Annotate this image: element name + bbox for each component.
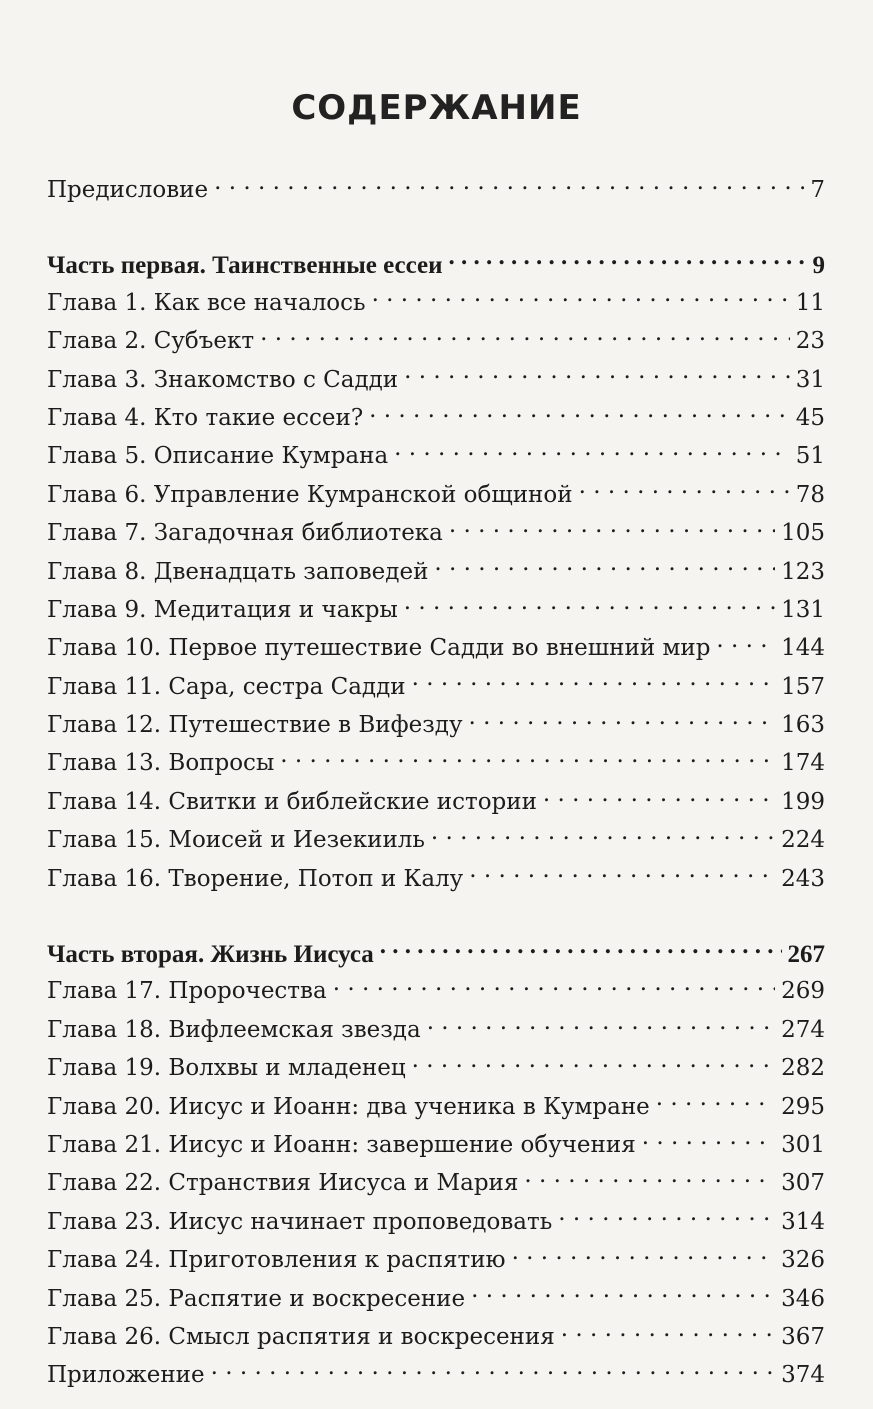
part-title: Часть вторая. Жизнь Иисуса: [47, 941, 374, 969]
entry-title: Глава 15. Моисей и Иезекииль: [47, 827, 425, 854]
toc-entry-row: [47, 1283, 825, 1321]
toc-entry-row: [47, 325, 825, 363]
page-number: 307: [781, 1170, 825, 1197]
page-number: 267: [787, 941, 825, 969]
toc-entry-row: [47, 1359, 825, 1397]
entry-title: Глава 9. Медитация и чакры: [47, 596, 398, 623]
page-number: 269: [781, 978, 825, 1005]
toc-entry-row: [47, 1206, 825, 1244]
entry-title: Глава 21. Иисус и Иоанн: завершение обучения: [47, 1131, 636, 1158]
toc-entry-row: [47, 1244, 825, 1282]
dot-leader: [468, 709, 775, 732]
dot-leader: [260, 325, 790, 348]
dot-leader: [404, 364, 790, 387]
dot-leader: [469, 863, 775, 886]
entry-title: Глава 12. Путешествие в Вифезду: [47, 712, 463, 739]
section-gap: [47, 212, 825, 248]
toc-entry-row: [47, 1052, 825, 1090]
entry-title: Глава 23. Иисус начинает проповедовать: [47, 1208, 553, 1235]
page-number: 144: [781, 635, 825, 662]
page-number: 326: [781, 1247, 825, 1274]
entry-title: Глава 4. Кто такие ессеи?: [47, 404, 364, 431]
toc-entry-row: [47, 517, 825, 555]
dot-leader: [431, 824, 775, 847]
page-number: 301: [781, 1131, 825, 1158]
dot-leader: [579, 479, 790, 502]
toc-entry-row: [47, 402, 825, 440]
toc-entry-row: [47, 1091, 825, 1129]
part-title: Часть первая. Таинственные ессеи: [47, 252, 443, 280]
entry-title: Глава 10. Первое путешествие Садди во внешний мир: [47, 635, 711, 662]
toc-entry-row: [47, 975, 825, 1013]
page-number: 314: [781, 1208, 825, 1235]
dot-leader: [561, 1321, 775, 1344]
page-number: 23: [795, 328, 825, 355]
entry-title: Глава 25. Распятие и воскресение: [47, 1285, 466, 1312]
section-gap: [47, 901, 825, 937]
toc-entry-row: [47, 1014, 825, 1052]
page-number: 11: [795, 289, 825, 316]
toc-entry-row: [47, 824, 825, 862]
dot-leader: [211, 1359, 775, 1382]
entry-title: Глава 6. Управление Кумранской общиной: [47, 481, 573, 508]
toc-entry-row: [47, 594, 825, 632]
toc-part-row: [47, 937, 825, 975]
page-number: 78: [795, 481, 825, 508]
dot-leader: [412, 671, 776, 694]
entry-title: Глава 16. Творение, Потоп и Калу: [47, 865, 464, 892]
entry-title: Глава 22. Странствия Иисуса и Мария: [47, 1170, 519, 1197]
dot-leader: [380, 937, 782, 962]
dot-leader: [427, 1014, 775, 1037]
page-number: 224: [781, 827, 825, 854]
page-number: 367: [781, 1323, 825, 1350]
dot-leader: [449, 517, 775, 540]
entry-title: Глава 7. Загадочная библиотека: [47, 520, 443, 547]
page-number: 123: [781, 558, 825, 585]
page-number: 31: [795, 366, 825, 393]
page-number: 51: [795, 443, 825, 470]
entry-title: Глава 2. Субъект: [47, 328, 255, 355]
toc-entry-row: [47, 1321, 825, 1359]
toc-entry-row: [47, 786, 825, 824]
entry-title: Глава 26. Смысл распятия и воскресения: [47, 1323, 555, 1350]
page-number: 131: [781, 596, 825, 623]
table-of-contents: [47, 174, 825, 1398]
dot-leader: [412, 1052, 775, 1075]
toc-entry-row: [47, 709, 825, 747]
toc-entry-row: [47, 556, 825, 594]
dot-leader: [449, 248, 807, 273]
toc-entry-row: [47, 174, 825, 212]
dot-leader: [214, 174, 804, 197]
page-number: 243: [781, 865, 825, 892]
dot-leader: [394, 440, 790, 463]
entry-title: Глава 3. Знакомство с Садди: [47, 366, 399, 393]
entry-title: Глава 13. Вопросы: [47, 750, 275, 777]
toc-entry-row: [47, 863, 825, 901]
dot-leader: [333, 975, 775, 998]
toc-entry-row: [47, 440, 825, 478]
toc-entry-row: [47, 747, 825, 785]
dot-leader: [524, 1167, 775, 1190]
page-number: 199: [781, 788, 825, 815]
toc-entry-row: [47, 364, 825, 402]
dot-leader: [280, 747, 775, 770]
toc-entry-row: [47, 287, 825, 325]
page-number: 157: [781, 673, 825, 700]
dot-leader: [558, 1206, 775, 1229]
entry-title: Глава 5. Описание Кумрана: [47, 443, 389, 470]
entry-title: Глава 20. Иисус и Иоанн: два ученика в Кумране: [47, 1093, 650, 1120]
toc-entry-row: [47, 632, 825, 670]
entry-title: Глава 11. Сара, сестра Садди: [47, 673, 406, 700]
page-number: 282: [781, 1055, 825, 1082]
dot-leader: [372, 287, 790, 310]
toc-entry-row: [47, 479, 825, 517]
entry-title: Предисловие: [47, 177, 209, 203]
entry-title: Приложение: [47, 1362, 205, 1389]
entry-title: Глава 24. Приготовления к распятию: [47, 1247, 506, 1274]
entry-title: Глава 14. Свитки и библейские истории: [47, 788, 537, 815]
page-number: 7: [810, 177, 825, 203]
entry-title: Глава 17. Пророчества: [47, 978, 327, 1005]
page-number: 105: [781, 520, 825, 547]
page-number: 295: [781, 1093, 825, 1120]
dot-leader: [404, 594, 775, 617]
dot-leader: [434, 556, 775, 579]
entry-title: Глава 1. Как все началось: [47, 289, 366, 316]
entry-title: Глава 8. Двенадцать заповедей: [47, 558, 429, 585]
toc-part-row: [47, 248, 825, 286]
dot-leader: [369, 402, 790, 425]
dot-leader: [543, 786, 775, 809]
page-number: 274: [781, 1016, 825, 1043]
page-number: 163: [781, 712, 825, 739]
entry-title: Глава 19. Волхвы и младенец: [47, 1055, 406, 1082]
toc-entry-row: [47, 671, 825, 709]
toc-entry-row: [47, 1129, 825, 1167]
dot-leader: [716, 632, 775, 655]
dot-leader: [642, 1129, 775, 1152]
toc-entry-row: [47, 1167, 825, 1205]
page-title: СОДЕРЖАНИЕ: [291, 88, 582, 128]
dot-leader: [471, 1283, 775, 1306]
page-number: 346: [781, 1285, 825, 1312]
page-number: 45: [795, 404, 825, 431]
entry-title: Глава 18. Вифлеемская звезда: [47, 1016, 421, 1043]
dot-leader: [512, 1244, 776, 1267]
page-number: 174: [781, 750, 825, 777]
page-number: 374: [781, 1362, 825, 1389]
page-number: 9: [812, 252, 825, 280]
dot-leader: [656, 1091, 775, 1114]
